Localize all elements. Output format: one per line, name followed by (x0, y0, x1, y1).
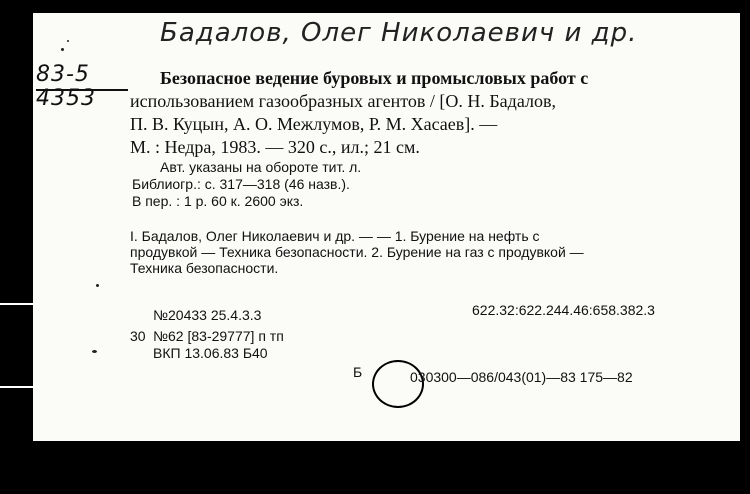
title-line-3: П. В. Куцын, А. О. Межлумов, Р. М. Хасаев]. — (130, 114, 498, 134)
title-line-4: М. : Недра, 1983. — 320 с., ил.; 21 см. (130, 137, 420, 157)
registry-prefix: 30 (130, 328, 146, 344)
scan-speck (96, 284, 99, 287)
title-line-2: использованием газообразных агентов / [О. Н. Бадалов, (130, 91, 556, 111)
call-number-bottom: 4353 (36, 86, 96, 111)
index-letter: Б (353, 364, 363, 380)
udc-code: 622.32:622.244.46:658.382.3 (472, 302, 655, 318)
note-price: В пер. : 1 р. 60 к. 2600 экз. (132, 193, 304, 209)
registry-line-2: №62 [83-29777] п тп (153, 328, 284, 344)
note-authors: Авт. указаны на обороте тит. л. (160, 159, 362, 175)
subject-line-1: I. Бадалов, Олег Николаевич и др. — — 1. Бурение на нефть с (130, 228, 540, 244)
scan-edge-line (0, 303, 33, 305)
subject-line-3: Техника безопасности. (130, 260, 279, 276)
note-bibliography: Библиогр.: с. 317—318 (46 назв.). (132, 176, 350, 192)
title-line-1: Безопасное ведение буровых и промысловых работ с (160, 68, 589, 88)
index-code: 030300—086/043(01)—83 175—82 (410, 369, 633, 385)
scan-speck (61, 48, 64, 51)
scan-edge-line (0, 386, 33, 388)
scan-speck (92, 350, 97, 353)
call-number-top: 83-5 (36, 62, 90, 87)
handwritten-author: Бадалов, Олег Николаевич и др. (160, 18, 638, 48)
scan-speck (67, 40, 69, 42)
registry-line-3: ВКП 13.06.83 Б40 (153, 345, 268, 361)
subject-line-2: продувкой — Техника безопасности. 2. Бурение на газ с продувкой — (130, 244, 584, 260)
scan-background (33, 441, 750, 494)
registry-line-1: №20433 25.4.3.3 (153, 307, 262, 323)
